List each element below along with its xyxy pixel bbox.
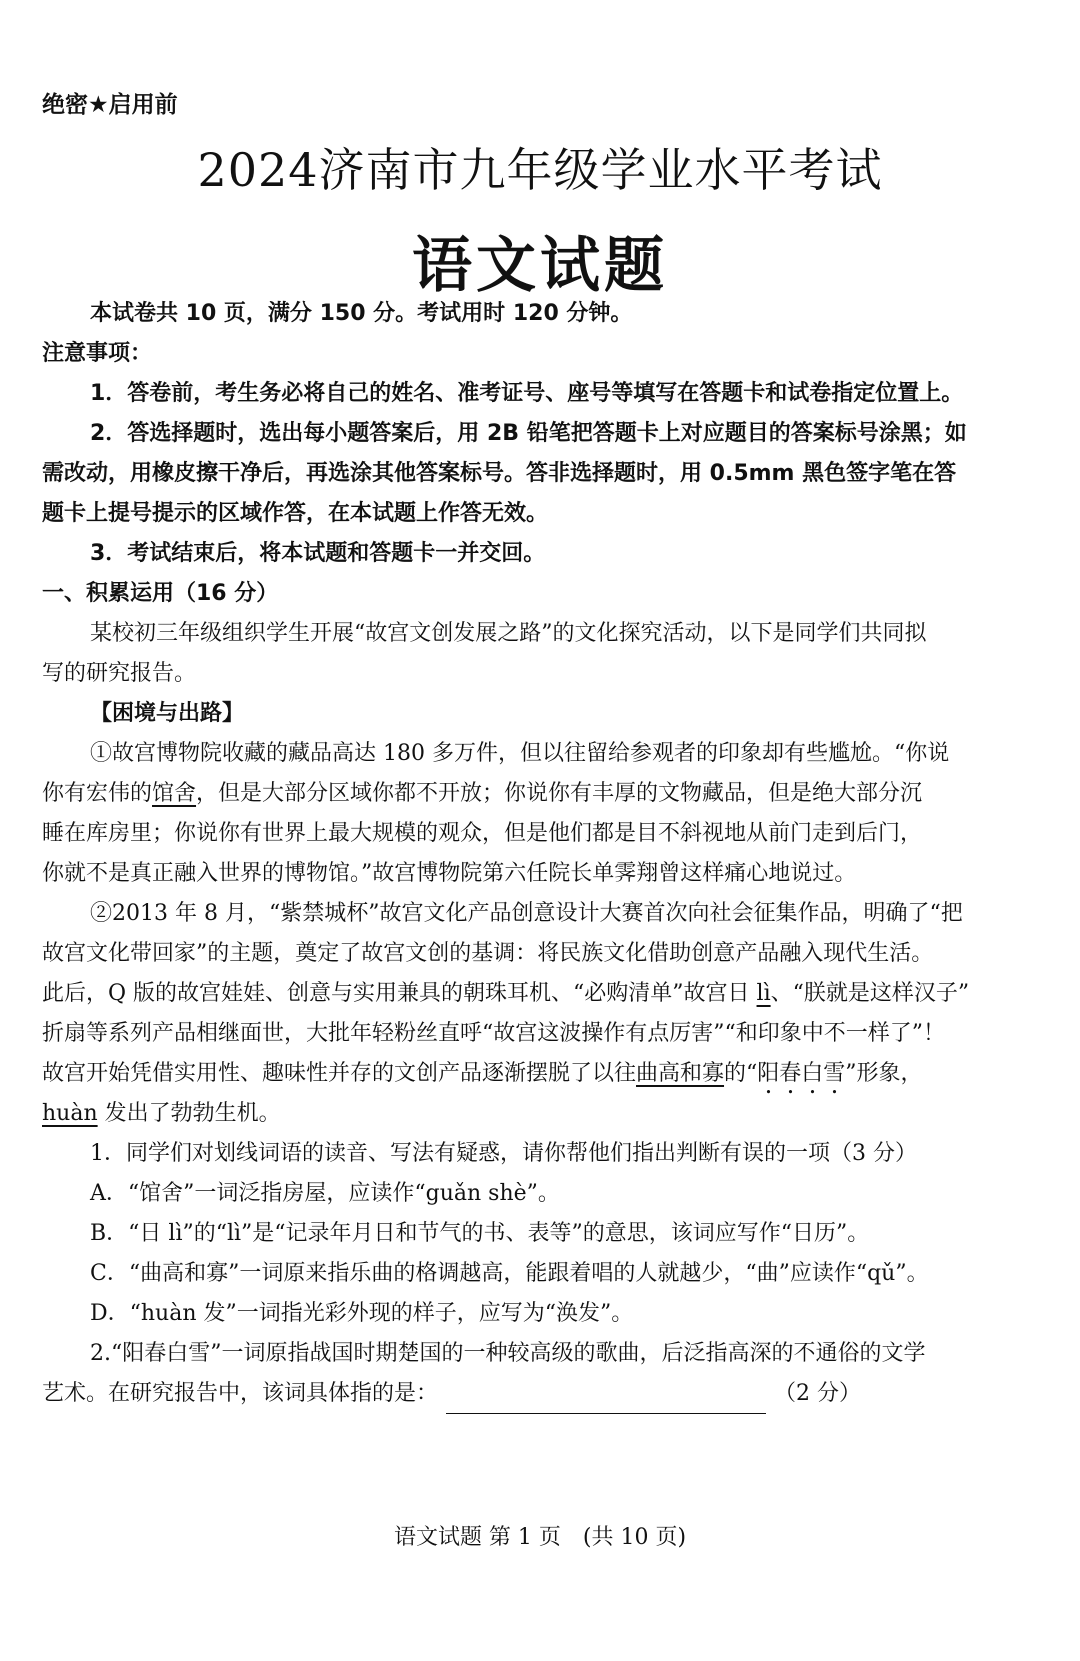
section-1-lead-1: 某校初三年级组织学生开展“故宫文创发展之路”的文化探究活动，以下是同学们共同拟 [90,621,927,646]
text-run: 故宫开始凭借实用性、趣味性并存的文创产品逐渐摆脱了以往 [42,1061,637,1086]
question-1-option-b: B．“日 lì”的“lì”是“记录年月日和节气的书、表等”的意思，该词应写作“日历”。 [90,1221,870,1246]
text-run: 的“ [724,1061,758,1086]
exam-intro: 本试卷共 10 页，满分 150 分。考试用时 120 分钟。 [90,301,633,326]
question-2-line-2 [42,1374,1052,1414]
section-1-heading: 一、积累运用（16 分） [42,581,279,606]
question-1-option-d: D．“huàn 发”一词指光彩外现的样子，应写为“涣发”。 [90,1301,634,1326]
underlined-word-li: lì [756,981,771,1006]
note-2-line-3: 题卡上提号提示的区域作答，在本试题上作答无效。 [42,501,549,526]
exam-title: 2024济南市九年级学业水平考试 [197,143,883,197]
dotted-word-yangchunbaixue: 阳春白雪 [757,1061,846,1086]
text-run: ”形象， [845,1061,923,1086]
text-run: 你有宏伟的 [42,781,153,806]
text-run: 此后，Q 版的故宫娃娃、创意与实用兼具的朝珠耳机、“必购清单”故宫日 [42,981,757,1006]
question-1-option-c: C．“曲高和寡”一词原来指乐曲的格调越高，能跟着唱的人就越少，“曲”应读作“qǔ”。 [90,1261,929,1286]
underlined-word-guanshe: 馆舍 [152,781,197,806]
answer-blank[interactable] [446,1387,766,1414]
notes-heading: 注意事项： [42,341,153,366]
subsection-heading: 【困境与出路】 [90,701,245,726]
question-2-score: （2 分） [774,1381,862,1406]
paragraph-1-line-3: 睡在库房里；你说你有世界上最大规模的观众，但是他们都是目不斜视地从前门走到后门， [42,821,923,846]
note-3: 3．考试结束后，将本试题和答题卡一并交回。 [90,541,546,566]
text-run: 发出了勃勃生机。 [97,1101,281,1126]
paragraph-2-line-5 [42,1054,1052,1099]
page-footer: 语文试题 第 1 页 (共 10 页) [393,1525,687,1550]
question-2-line-1: 2.“阳春白雪”一词原指战国时期楚国的一种较高级的歌曲，后泛指高深的不通俗的文学 [90,1341,926,1366]
note-2-line-1: 2．答选择题时，选出每小题答案后，用 2B 铅笔把答题卡上对应题目的答案标号涂黑；如 [90,421,967,446]
section-1-lead-2: 写的研究报告。 [42,661,197,686]
paragraph-2-line-3 [42,974,1052,1014]
text-run: 艺术。在研究报告中，该词具体指的是： [42,1381,439,1406]
question-1-option-a: A．“馆舍”一词泛指房屋，应读作“guǎn shè”。 [90,1181,560,1206]
underlined-word-quguohegua: 曲高和寡 [636,1061,725,1086]
text-run: 、“朕就是这样汉子” [770,981,970,1006]
question-1-stem: 1．同学们对划线词语的读音、写法有疑惑，请你帮他们指出判断有误的一项（3 分） [90,1141,917,1166]
paragraph-1-line-4: 你就不是真正融入世界的博物馆。”故宫博物院第六任院长单霁翔曾这样痛心地说过。 [42,861,857,886]
paragraph-1-line-2 [42,774,1052,814]
paragraph-2-line-1: ②2013 年 8 月，“紫禁城杯”故宫文化产品创意设计大赛首次向社会征集作品，明确了“把 [90,901,963,926]
underlined-word-huan: huàn [42,1101,98,1126]
note-1: 1．答卷前，考生务必将自己的姓名、准考证号、座号等填写在答题卡和试卷指定位置上。 [90,381,964,406]
text-run: ，但是大部分区域你都不开放；你说你有丰厚的文物藏品，但是绝大部分沉 [196,781,923,806]
note-2-line-2: 需改动，用橡皮擦干净后，再选涂其他答案标号。答非选择题时，用 0.5mm 黑色签字笔在答 [42,461,957,486]
paragraph-2-line-6 [42,1094,1052,1134]
paragraph-1-line-1: ①故宫博物院收藏的藏品高达 180 多万件，但以往留给参观者的印象却有些尴尬。“你说 [90,741,950,766]
secret-label: 绝密★启用前 [42,92,178,118]
exam-subtitle: 语文试题 [412,231,668,301]
paragraph-2-line-4: 折扇等系列产品相继面世，大批年轻粉丝直呼“故宫这波操作有点厉害”“和印象中不一样了”！ [42,1021,945,1046]
paragraph-2-line-2: 故宫文化带回家”的主题，奠定了故宫文创的基调：将民族文化借助创意产品融入现代生活。 [42,941,934,966]
